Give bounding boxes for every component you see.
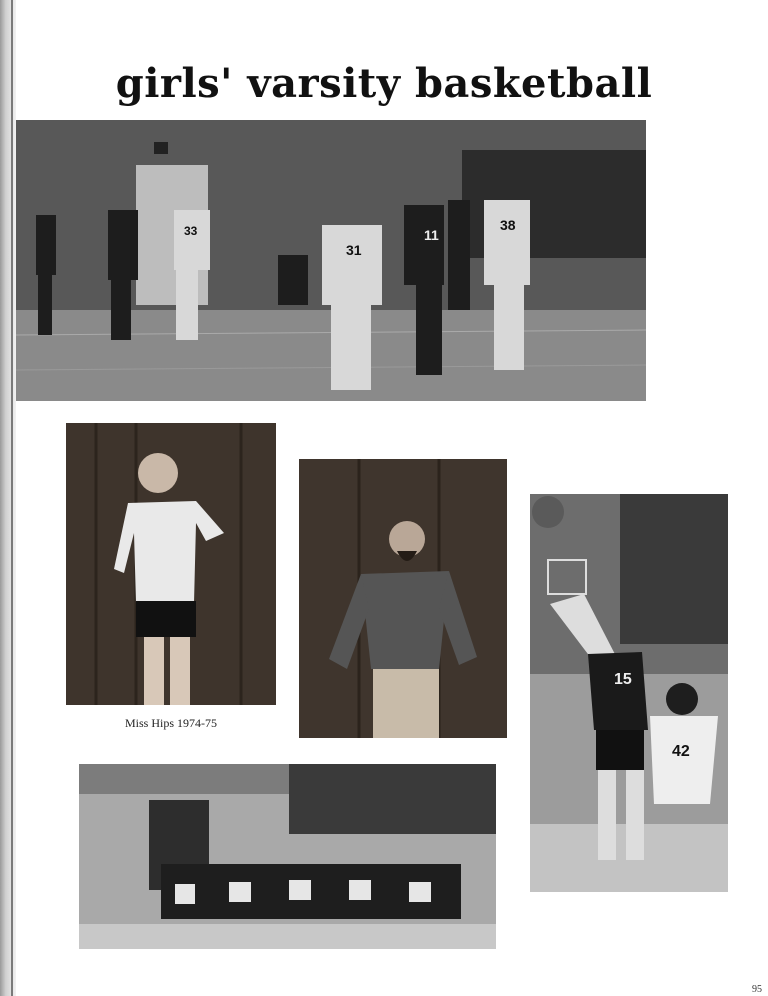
page-number: 95 (752, 984, 762, 995)
miss-hips-caption: Miss Hips 1974-75 (124, 716, 217, 730)
team-game-photo (16, 120, 646, 401)
jersey-number: 31 (346, 242, 362, 258)
jersey-number: 33 (184, 224, 198, 238)
jersey-number: 42 (672, 743, 690, 760)
bench-photo (79, 764, 496, 949)
jersey-number: 15 (614, 671, 632, 688)
jump-ball-photo (530, 494, 728, 892)
jersey-number: 11 (424, 227, 439, 243)
page-title: girls' varsity basketball (115, 60, 653, 107)
binding-spine (0, 0, 16, 996)
jersey-number: 38 (500, 217, 516, 233)
miss-hips-photo (66, 423, 276, 705)
binding-edge (11, 0, 13, 996)
coach-photo (299, 459, 507, 738)
